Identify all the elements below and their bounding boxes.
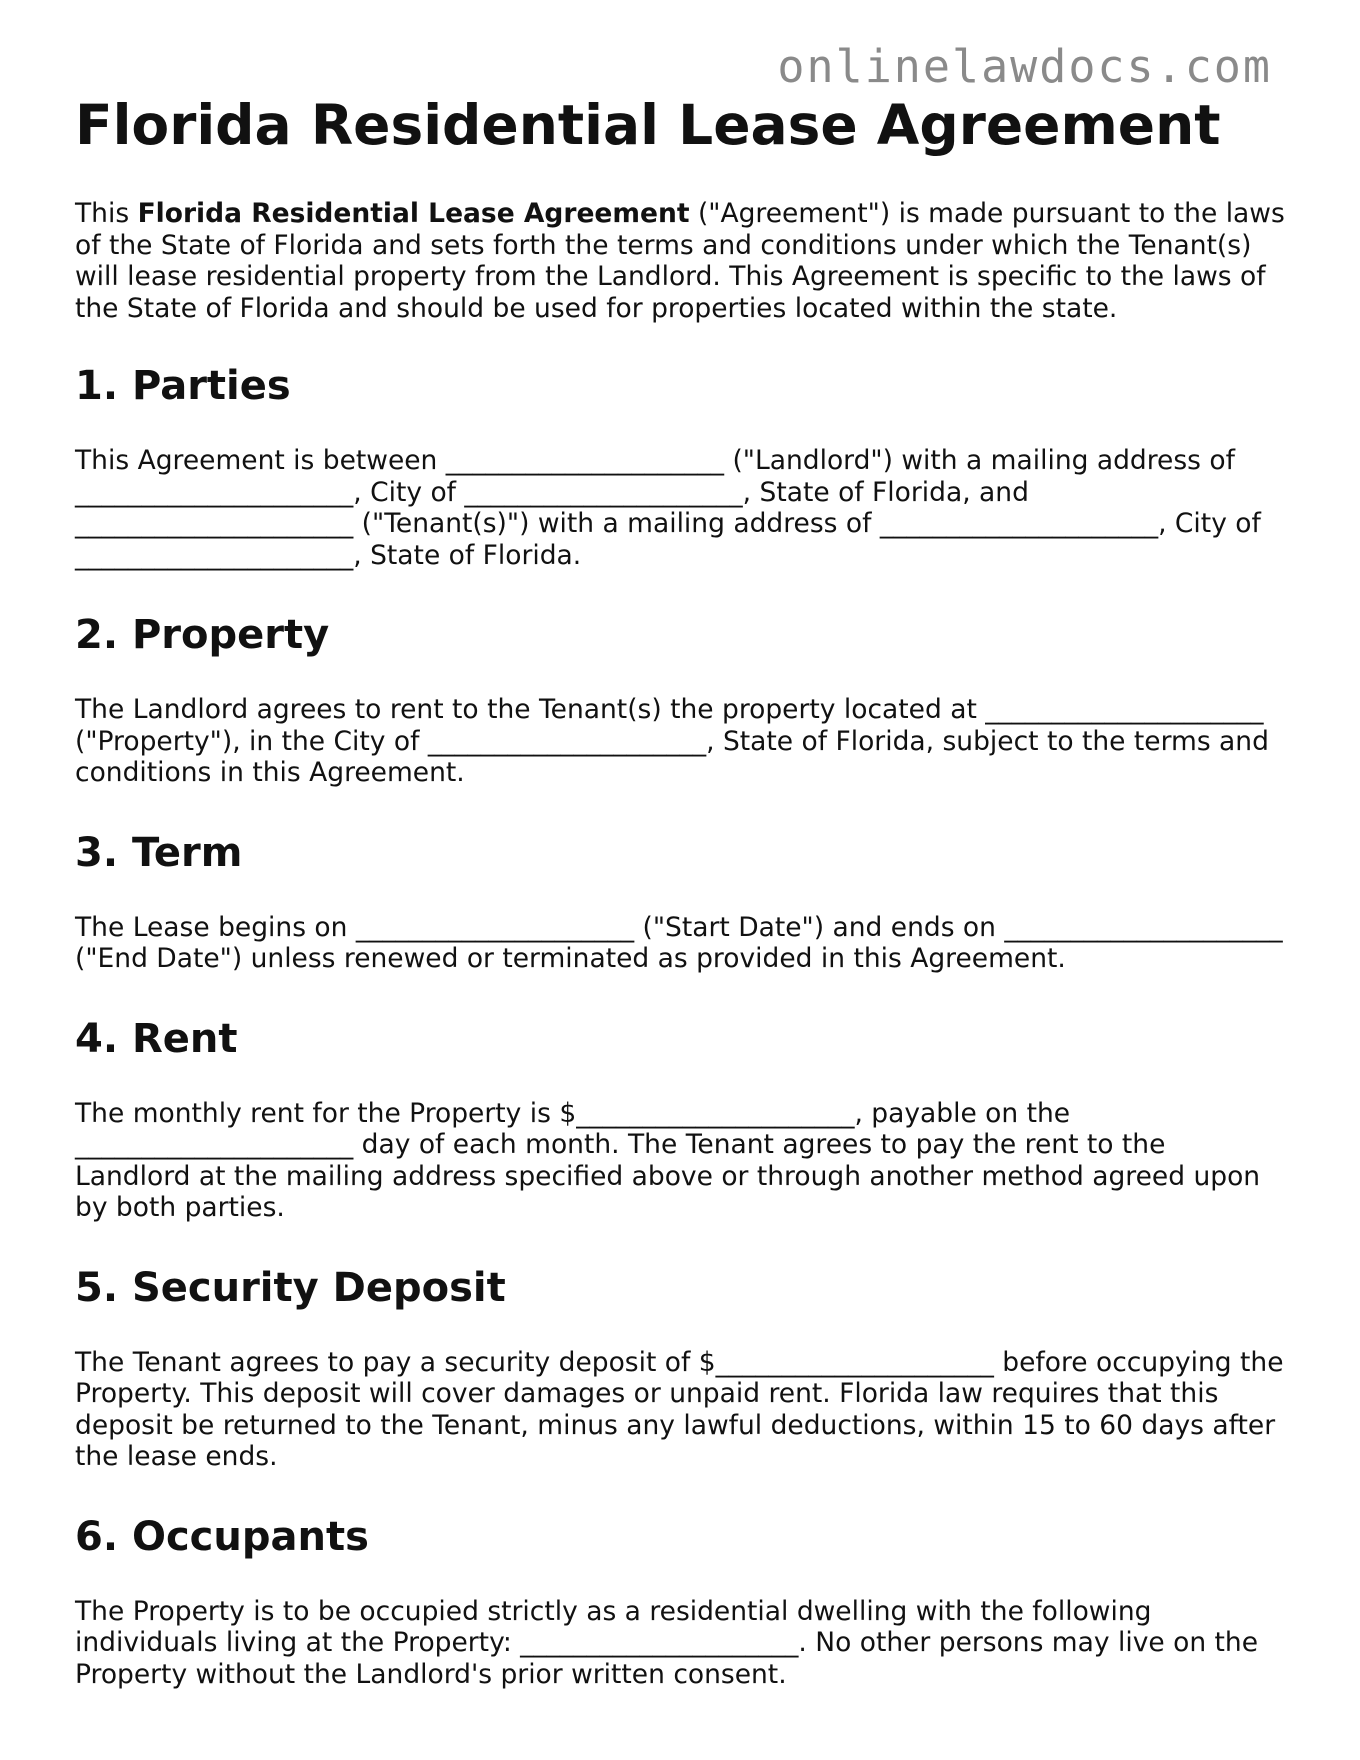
section-text-security-deposit: The Tenant agrees to pay a security deposit of $_____________________ before occupying the Property. This deposit will cover damages or unpaid rent. Florida law requires that this deposit be returned to the Tenant, minus any lawful deductions, within 15 to 60 days after the lease ends. xyxy=(75,1346,1284,1472)
section-property xyxy=(75,611,1285,789)
section-heading-security-deposit: 5. Security Deposit xyxy=(75,1264,506,1311)
watermark-text: onlinelawdocs.com xyxy=(777,40,1272,93)
section-text-rent: The monthly rent for the Property is $_____________________, payable on the _____________________ day of each month. The Tenant agrees to pay the rent to the Landlord at the mailing address specified above or through another method agreed upon by both parties. xyxy=(75,1097,1261,1223)
section-text-parties: This Agreement is between _____________________ ("Landlord") with a mailing address of _____________________, City of _____________________, State of Florida, and _____________________ ("Tenant(s)") with a mailing address of _____________________, City of _____________________, State of Florida. xyxy=(75,445,1261,571)
document-page xyxy=(75,92,1285,1730)
section-occupants xyxy=(75,1513,1285,1691)
section-security-deposit xyxy=(75,1264,1285,1473)
section-text-occupants: The Property is to be occupied strictly as a residential dwelling with the following individuals living at the Property: _____________________. No other persons may live on the Property without the Landlord's prior written consent. xyxy=(75,1595,1259,1690)
section-text-term: The Lease begins on _____________________ ("Start Date") and ends on _____________________ ("End Date") unless renewed or terminated as provided in this Agreement. xyxy=(75,911,1283,974)
section-heading-parties: 1. Parties xyxy=(75,363,291,409)
document-title: Florida Residential Lease Agreement xyxy=(75,93,1221,157)
intro-bold-title: Florida Residential Lease Agreement xyxy=(137,198,690,229)
section-heading-term: 3. Term xyxy=(75,829,243,876)
section-term xyxy=(75,829,1285,975)
section-parties xyxy=(75,362,1285,571)
section-heading-rent: 4. Rent xyxy=(75,1015,238,1062)
section-rent xyxy=(75,1015,1285,1224)
section-text-property: The Landlord agrees to rent to the Tenant(s) the property located at _____________________ ("Property"), in the City of _____________________, State of Florida, subject to the terms and conditions in this Agreement. xyxy=(75,694,1269,788)
section-heading-property: 2. Property xyxy=(75,612,330,658)
intro-paragraph xyxy=(75,198,1285,324)
intro-prefix: This xyxy=(75,198,138,229)
intro-rest: ("Agreement") is made pursuant to the laws of the State of Florida and sets forth the terms and conditions under which the Tenant(s) will lease residential property from the Landlord. This Agreement is specific to the laws of the State of Florida and should be used for properties located within the state. xyxy=(75,198,1285,324)
section-heading-occupants: 6. Occupants xyxy=(75,1513,369,1560)
